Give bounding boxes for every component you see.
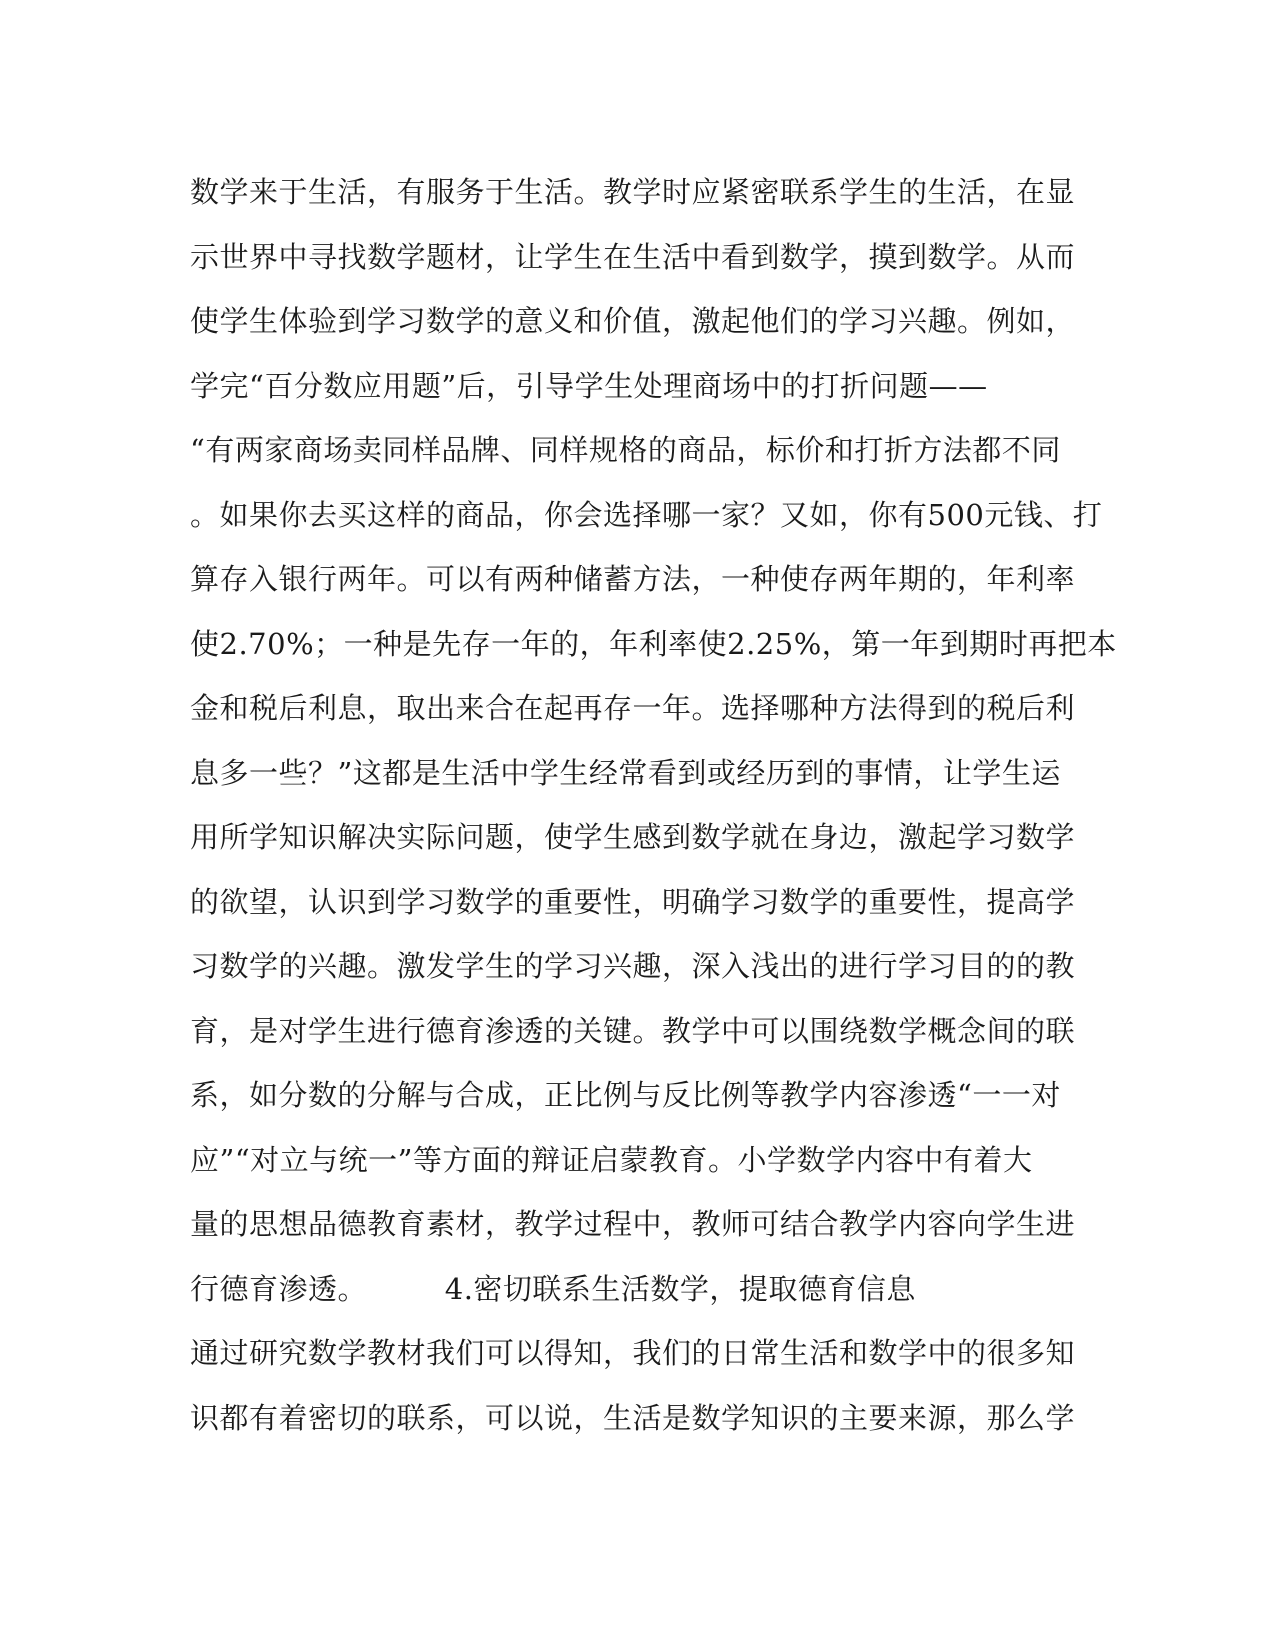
text-line: 金和税后利息，取出来合在起再存一年。选择哪种方法得到的税后利 — [190, 691, 1076, 725]
text-line: 习数学的兴趣。激发学生的学习兴趣，深入浅出的进行学习目的的教 — [190, 949, 1076, 983]
text-line: 使学生体验到学习数学的意义和价值，激起他们的学习兴趣。例如， — [190, 304, 1076, 338]
text-line: 用所学知识解决实际问题，使学生感到数学就在身边，激起学习数学 — [190, 820, 1076, 854]
text-line: 识都有着密切的联系，可以说，生活是数学知识的主要来源，那么学 — [190, 1400, 1076, 1435]
text-line: 算存入银行两年。可以有两种储蓄方法，一种使存两年期的，年利率 — [190, 562, 1076, 596]
text-line: 系，如分数的分解与合成，正比例与反比例等教学内容渗透“一一对 — [190, 1078, 1061, 1112]
text-line: 学完“百分数应用题”后，引导学生处理商场中的打折问题—— — [190, 368, 988, 403]
text-line: 示世界中寻找数学题材，让学生在生活中看到数学，摸到数学。从而 — [190, 239, 1076, 274]
text-line: 数学来于生活，有服务于生活。教学时应紧密联系学生的生活，在显 — [190, 175, 1076, 209]
text-line: 。如果你去买这样的商品，你会选择哪一家？又如，你有500元钱、打 — [190, 497, 1103, 532]
text-line: “有两家商场卖同样品牌、同样规格的商品，标价和打折方法都不同 — [190, 433, 1061, 467]
text-line: 息多一些？”这都是生活中学生经常看到或经历到的事情，让学生运 — [190, 755, 1061, 790]
text-line: 育，是对学生进行德育渗透的关键。教学中可以围绕数学概念间的联 — [190, 1013, 1076, 1048]
section-heading-line: 行德育渗透。 4.密切联系生活数学，提取德育信息 — [190, 1271, 916, 1306]
text-line: 应”“对立与统一”等方面的辩证启蒙教育。小学数学内容中有着大 — [190, 1142, 1033, 1177]
body-text — [190, 160, 1117, 1450]
text-line: 的欲望，认识到学习数学的重要性，明确学习数学的重要性，提高学 — [190, 884, 1076, 919]
text-line: 通过研究数学教材我们可以得知，我们的日常生活和数学中的很多知 — [190, 1336, 1076, 1370]
text-line: 使2.70%；一种是先存一年的，年利率使2.25%，第一年到期时再把本 — [190, 626, 1117, 661]
text-line: 量的思想品德教育素材，教学过程中，教师可结合教学内容向学生进 — [190, 1207, 1076, 1241]
